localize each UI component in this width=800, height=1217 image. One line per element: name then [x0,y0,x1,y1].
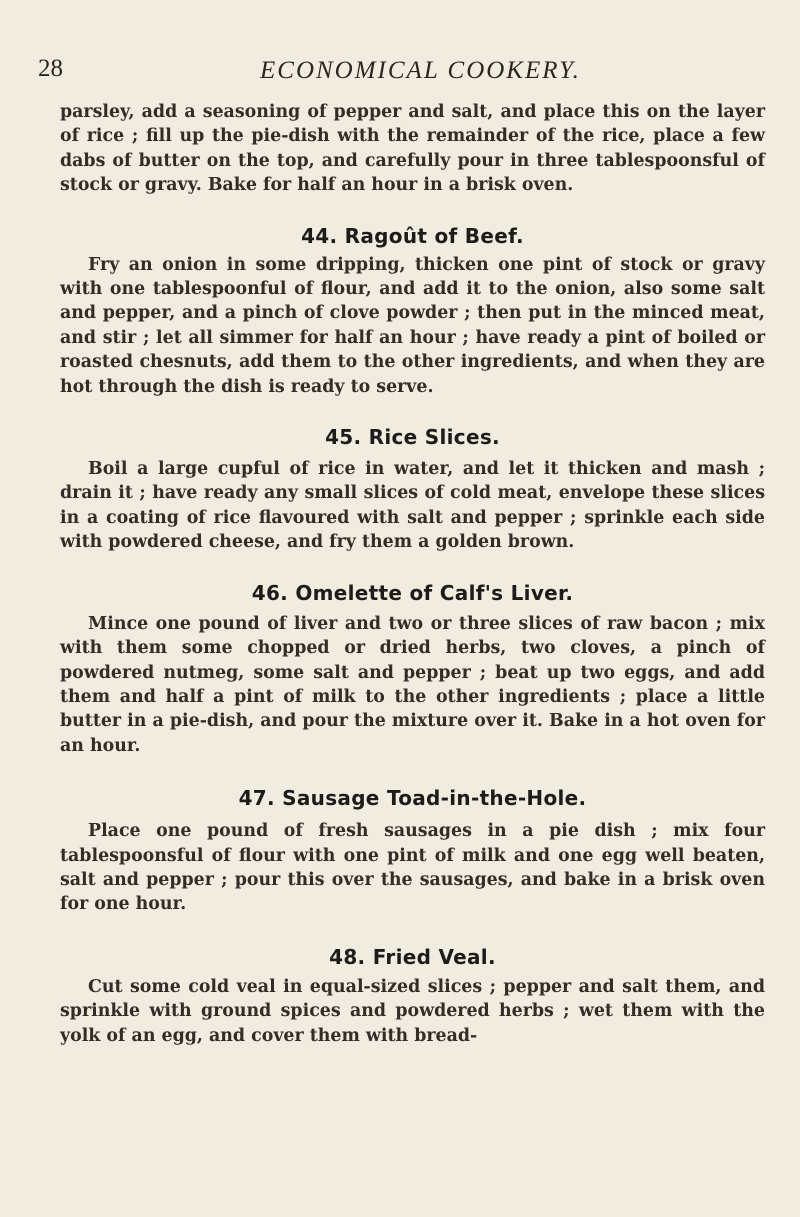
recipe-title: 48. Fried Veal. [329,944,496,969]
recipe-body: Boil a large cupful of rice in water, and let it thicken and mash ; drain it ; have ready any small slices of cold meat, envelope these slices in a coating of rice flavoured with salt and pepper ; sprinkle each side with powdered cheese, and fry them a golden brown. [60,459,765,553]
page-number: 28 [38,55,63,82]
running-title: ECONOMICAL COOKERY. [260,57,581,84]
recipe-body: Place one pound of fresh sausages in a pie dish ; mix four tablespoonsful of flour with one pint of milk and one egg well beaten, salt and pepper ; pour this over the sausages, and bake in a brisk oven for one hour. [60,821,765,915]
recipe-title: 46. Omelette of Calf's Liver. [251,580,574,605]
recipe-body: Fry an onion in some dripping, thicken one pint of stock or gravy with one tablespoonful of flour, and add it to the onion, also some salt and pepper, and a pinch of clove powder ; then put in the minced meat, and stir ; let all simmer for half an hour ; have ready a pint of boiled or roasted chesnuts, add them to the other ingredients, and when they are hot through the dish is ready to serve. [60,254,765,397]
recipe-body: Mince one pound of liver and two or three slices of raw bacon ; mix with them some chopped or dried herbs, two cloves, a pinch of powdered nutmeg, some salt and pepper ; beat up two eggs, and add them and half a pint of milk to the other ingredients ; place a little butter in a pie-dish, and pour the mixture over it. Bake in a hot oven for an hour. [60,613,765,756]
recipe-title: 47. Sausage Toad-in-the-Hole. [238,786,587,811]
page-content [60,100,765,1048]
page-header [0,55,800,95]
recipe-body: Cut some cold veal in equal-sized slices ; pepper and salt them, and sprinkle with ground spices and powdered herbs ; wet them with the yolk of an egg, and cover them with bread- [60,976,765,1046]
recipe-title: 44. Ragoût of Beef. [301,223,524,248]
recipe-title: 45. Rice Slices. [325,425,500,450]
continuation-paragraph: parsley, add a seasoning of pepper and salt, and place this on the layer of rice ; fill up the pie-dish with the remainder of the rice, place a few dabs of butter on the top, and carefully pour in three tablespoonsful of stock or gravy. Bake for half an hour in a brisk oven. [60,102,765,196]
